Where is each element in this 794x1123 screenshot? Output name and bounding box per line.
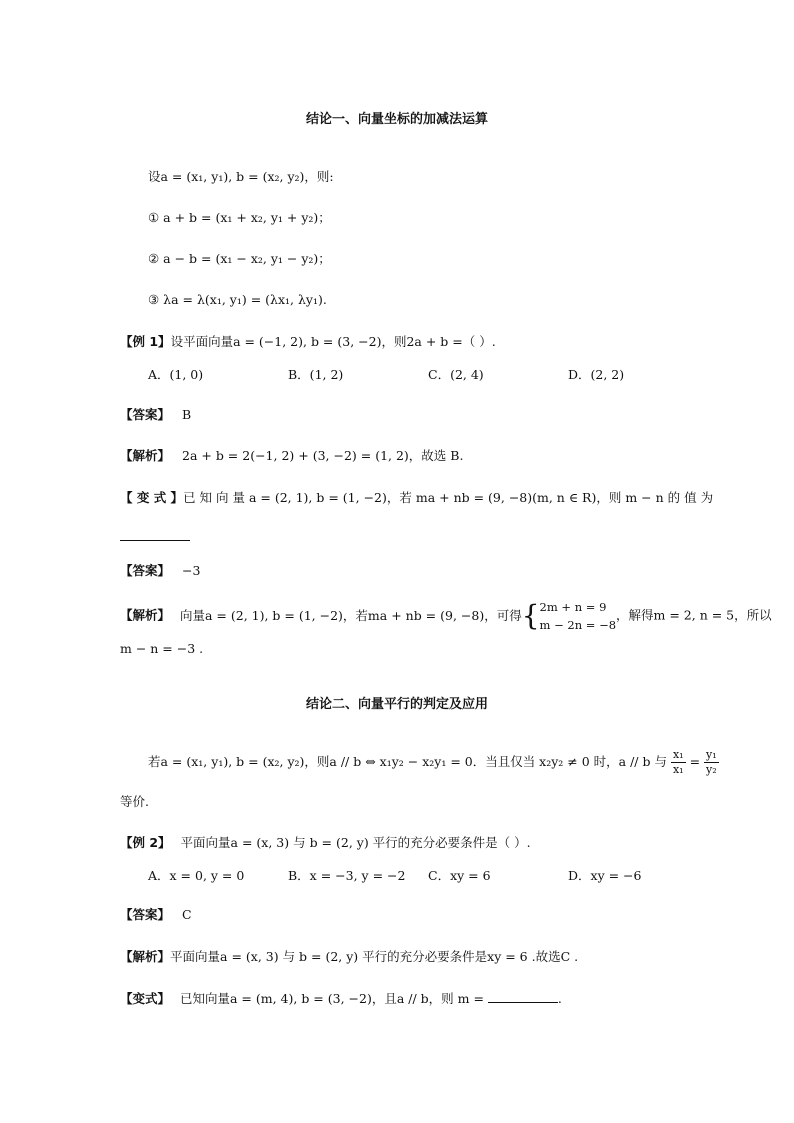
answer-blank	[120, 540, 190, 541]
answer-tag: 【答案】	[120, 563, 171, 578]
option-a: A．(1, 0)	[148, 367, 204, 382]
variant-1-answer	[120, 562, 200, 580]
equation-2: m − 2n = −8	[539, 618, 617, 632]
variant-1-analysis	[120, 598, 772, 634]
intro-line: 设a = (x₁, y₁), b = (x₂, y₂)，则:	[148, 169, 334, 184]
rule-3: ③ λa = λ(x₁, y₁) = (λx₁, λy₁).	[148, 292, 327, 307]
variant-tag: 【变式】	[120, 991, 171, 1006]
parallel-rule-end: 等价.	[120, 794, 149, 809]
analysis-tag: 【解析】	[120, 949, 171, 964]
variant-1-analysis-end: m − n = −3 .	[120, 641, 204, 656]
analysis-tag: 【解析】	[120, 607, 171, 623]
answer-tag: 【答案】	[120, 407, 171, 422]
answer-tag: 【答案】	[120, 907, 171, 922]
option-c: C．xy = 6	[428, 868, 491, 883]
variant-question-text: 已知向量a = (m, 4), b = (3, −2)，且a // b，则 m =	[180, 991, 484, 1006]
option-b: B．(1, 2)	[288, 367, 344, 382]
fraction-x-num: x₁	[672, 748, 684, 761]
example-tag: 【例 2】	[120, 835, 171, 850]
example-tag: 【例 1】	[120, 334, 171, 349]
question-text: 设平面向量a = (−1, 2), b = (3, −2)，则2a + b =（ ）.	[170, 334, 496, 349]
rule-1: ① a + b = (x₁ + x₂, y₁ + y₂)；	[148, 210, 331, 225]
equals-sign: =	[689, 754, 701, 769]
variant-question-text: 已 知 向 量 a = (2, 1), b = (1, −2)，若 ma + nb = (9, −8)(m, n ∈ R)，则 m − n 的 值 为	[183, 490, 714, 505]
variant-tag: 【 变 式 】	[120, 490, 184, 505]
answer-value: −3	[182, 563, 201, 578]
fraction-y-den: y₂	[706, 763, 717, 776]
sentence-end: .	[557, 991, 562, 1006]
answer-value: C	[182, 907, 192, 922]
option-c: C．(2, 4)	[428, 367, 484, 382]
analysis-text-b: ，解得m = 2, n = 5，所以	[616, 607, 772, 623]
example-1-analysis	[120, 447, 463, 465]
analysis-text: 2a + b = 2(−1, 2) + (3, −2) = (1, 2)，故选 B.	[182, 448, 464, 463]
section-title-2: 结论二、向量平行的判定及应用	[305, 697, 488, 712]
fraction-x	[671, 748, 686, 777]
variant-1-question	[120, 489, 714, 507]
option-d: D．(2, 2)	[568, 367, 625, 382]
answer-value: B	[182, 407, 192, 422]
example-2-analysis	[120, 948, 578, 966]
fraction-y-num: y₁	[706, 748, 717, 761]
question-text: 平面向量a = (x, 3) 与 b = (2, y) 平行的充分必要条件是（ ）.	[180, 835, 531, 850]
answer-blank	[488, 1002, 558, 1003]
analysis-text: 平面向量a = (x, 3) 与 b = (2, y) 平行的充分必要条件是xy = 6 .故选C .	[170, 949, 579, 964]
example-2-question	[120, 834, 531, 852]
example-1-question	[120, 333, 496, 351]
brace-symbol: {	[521, 599, 540, 632]
option-a: A．x = 0, y = 0	[148, 868, 245, 883]
example-1-answer	[120, 406, 191, 424]
section-title-1: 结论一、向量坐标的加减法运算	[305, 112, 488, 127]
fraction-y	[704, 748, 719, 777]
example-2-answer	[120, 906, 192, 924]
rule-2: ② a − b = (x₁ − x₂, y₁ − y₂)；	[148, 251, 331, 266]
fraction-x-den: x₁	[672, 763, 684, 776]
parallel-rule	[148, 748, 719, 777]
equation-system	[540, 598, 616, 634]
analysis-tag: 【解析】	[120, 448, 171, 463]
analysis-text-a: 向量a = (2, 1), b = (1, −2)，若ma + nb = (9, −8)，可得	[180, 607, 522, 623]
parallel-text-a: 若a = (x₁, y₁), b = (x₂, y₂)，则a // b ⇔ x₁y₂ − x₂y₁ = 0．当且仅当 x₂y₂ ≠ 0 时，a // b 与	[148, 754, 667, 769]
equation-1: 2m + n = 9	[539, 600, 607, 614]
option-b: B．x = −3, y = −2	[288, 868, 406, 883]
variant-2-question	[120, 990, 562, 1008]
option-d: D．xy = −6	[568, 868, 642, 883]
